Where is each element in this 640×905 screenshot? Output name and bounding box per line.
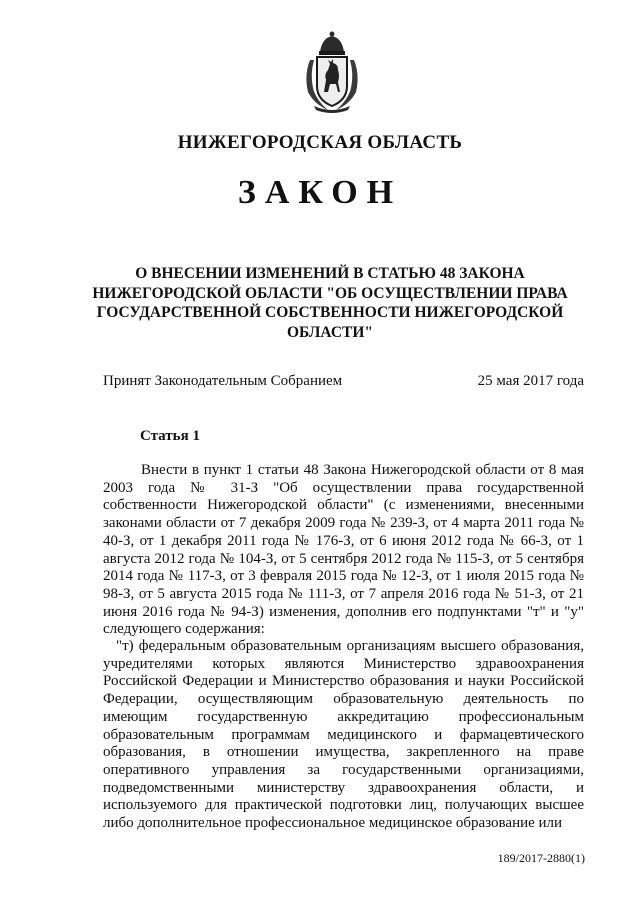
adoption-date: 25 мая 2017 года <box>477 373 584 389</box>
region-name: НИЖЕГОРОДСКАЯ ОБЛАСТЬ <box>177 132 463 153</box>
document-type: ЗАКОН <box>237 174 403 211</box>
adopted-by: Принят Законодательным Собранием <box>103 373 343 389</box>
document-number: 189/2017-2880(1) <box>497 851 585 865</box>
coat-of-arms-icon <box>300 30 364 114</box>
article-paragraph-2: "т) федеральным образовательным организациям высшего образования, учредителями которых являются Министерство здравоохранения Российской Федерации и Министерство образования и науки Российской Федерации, осуществляющим образовательную деятельность по имеющим государственную аккредитацию профессиональным образовательным программам медицинского и фармацевтического образования, в отношении имущества, закрепленного на праве оперативного управления за государственными организациями, подведомственными министерству здравоохранения области, и используемого для практической подготовки лиц, получающих высшее либо дополнительное профессиональное медицинское образование или <box>103 638 584 832</box>
law-title: О ВНЕСЕНИИ ИЗМЕНЕНИЙ В СТАТЬЮ 48 ЗАКОНА НИЖЕГОРОДСКОЙ ОБЛАСТИ "ОБ ОСУЩЕСТВЛЕНИИ ПРАВА ГОСУДАРСТВЕННОЙ СОБСТВЕННОСТИ НИЖЕГОРОДСКОЙ ОБЛАСТИ" <box>92 265 568 341</box>
article-paragraph-1: Внести в пункт 1 статьи 48 Закона Нижегородской области от 8 мая 2003 года № 31-З "Об осуществлении права государственной собственности Нижегородской области" (с изменениями, внесенными законами области от 7 декабря 2009 года № 239-З, от 4 марта 2011 года № 40-З, от 1 декабря 2011 года № 176-З, от 6 июня 2012 года № 66-З, от 1 августа 2012 года № 104-З, от 5 сентября 2012 года № 115-З, от 5 сентября 2014 года № 117-З, от 3 февраля 2015 года № 12-З, от 1 июля 2015 года № 98-З, от 5 августа 2015 года № 111-З, от 7 апреля 2016 года № 51-З, от 21 июня 2016 года № 94-З) изменения, дополнив его подпунктами "т" и "у" следующего содержания: <box>103 462 584 638</box>
article-heading: Статья 1 <box>140 428 200 444</box>
